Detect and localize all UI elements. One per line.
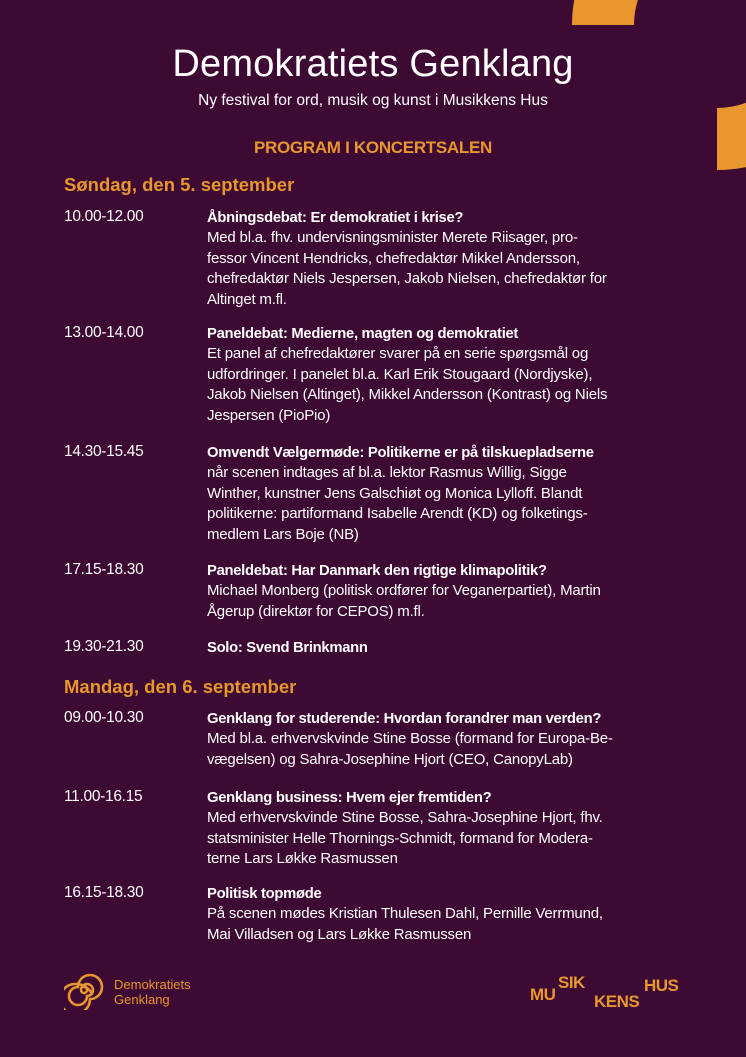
logo-text-line: Genklang: [114, 992, 170, 1007]
page-title: Demokratiets Genklang: [172, 43, 574, 85]
logo-word: KENS: [594, 992, 640, 1011]
program-heading: PROGRAM I KONCERTSALEN: [253, 138, 493, 157]
day-heading: Mandag, den 6. september: [64, 676, 297, 697]
event-desc-line: medlem Lars Boje (NB): [207, 525, 359, 543]
demokratiets-genklang-logo: [64, 970, 214, 1014]
event-time: 11.00-16.15: [64, 788, 143, 805]
logo-word: MU: [530, 985, 556, 1004]
event-desc-line: når scenen indtages af bl.a. lektor Rasmus Willig, Sigge: [207, 464, 567, 481]
event-desc-line: fessor Vincent Hendricks, chefredaktør Mikkel Andersson,: [207, 249, 580, 267]
event-desc-line: Med bl.a. fhv. undervisningsminister Merete Riisager, pro-: [207, 229, 578, 246]
event-time: 14.30-15.45: [64, 443, 144, 460]
event-time: 10.00-12.00: [64, 208, 144, 225]
event-time: 13.00-14.00: [64, 324, 144, 341]
event-desc-line: Et panel af chefredaktører svarer på en serie spørgsmål og: [207, 345, 589, 362]
event-title: Genklang for studerende: Hvordan forandrer man verden?: [207, 711, 602, 727]
event-desc-line: terne Lars Løkke Rasmussen: [207, 850, 398, 867]
event-desc-line: vægelsen) og Sahra-Josephine Hjort (CEO, CanopyLab): [207, 750, 573, 768]
event-time: 19.30-21.30: [64, 638, 144, 655]
event-desc-line: politikerne: partiformand Isabelle Arendt (KD) og folketings-: [207, 505, 588, 522]
event-title: Genklang business: Hvem ejer fremtiden?: [207, 790, 492, 806]
musikkens-hus-logo: [528, 968, 688, 1016]
event-title: Omvendt Vælgermøde: Politikerne er på tilskuepladserne: [207, 445, 594, 461]
day-heading: Søndag, den 5. september: [64, 174, 295, 195]
logo-text-line: Demokratiets: [114, 977, 191, 992]
event-time: 16.15-18.30: [64, 884, 144, 901]
event-title: Åbningsdebat: Er demokratiet i krise?: [207, 210, 464, 226]
event-desc-line: På scenen mødes Kristian Thulesen Dahl, Pernille Verrmund,: [207, 905, 603, 922]
logo-word: SIK: [558, 973, 585, 992]
logo-word: HUS: [644, 976, 679, 995]
event-desc-line: Med bl.a. erhvervskvinde Stine Bosse (formand for Europa-Be-: [207, 730, 613, 747]
event-desc-line: statsminister Helle Thornings-Schmidt, formand for Modera-: [207, 829, 593, 847]
event-title: Paneldebat: Har Danmark den rigtige klimapolitik?: [207, 563, 547, 579]
event-desc-line: Jakob Nielsen (Altinget), Mikkel Andersson (Kontrast) og Niels: [207, 386, 608, 403]
event-time: 17.15-18.30: [64, 561, 144, 578]
event-desc-line: Mai Villadsen og Lars Løkke Rasmussen: [207, 925, 472, 943]
event-desc-line: Ågerup (direktør for CEPOS) m.fl.: [207, 602, 425, 620]
event-title: Solo: Svend Brinkmann: [207, 640, 368, 656]
spiral-icon: [64, 970, 104, 1010]
event-desc-line: Med erhvervskvinde Stine Bosse, Sahra-Josephine Hjort, fhv.: [207, 809, 603, 826]
event-time: 09.00-10.30: [64, 709, 144, 726]
event-desc-line: Winther, kunstner Jens Galschiøt og Monica Lylloff. Blandt: [207, 484, 583, 502]
event-desc-line: chefredaktør Niels Jespersen, Jakob Nielsen, chefredaktør for: [207, 270, 607, 287]
event-desc-line: Altinget m.fl.: [207, 290, 287, 308]
page-subtitle: Ny festival for ord, musik og kunst i Musikkens Hus: [198, 92, 548, 109]
event-desc-line: udfordringer. I panelet bl.a. Karl Erik Stougaard (Nordjyske),: [207, 365, 593, 383]
event-title: Paneldebat: Medierne, magten og demokratiet: [207, 326, 519, 342]
event-desc-line: Jespersen (PioPio): [207, 406, 331, 424]
event-title: Politisk topmøde: [207, 886, 322, 902]
event-desc-line: Michael Monberg (politisk ordfører for Veganerpartiet), Martin: [207, 582, 601, 599]
